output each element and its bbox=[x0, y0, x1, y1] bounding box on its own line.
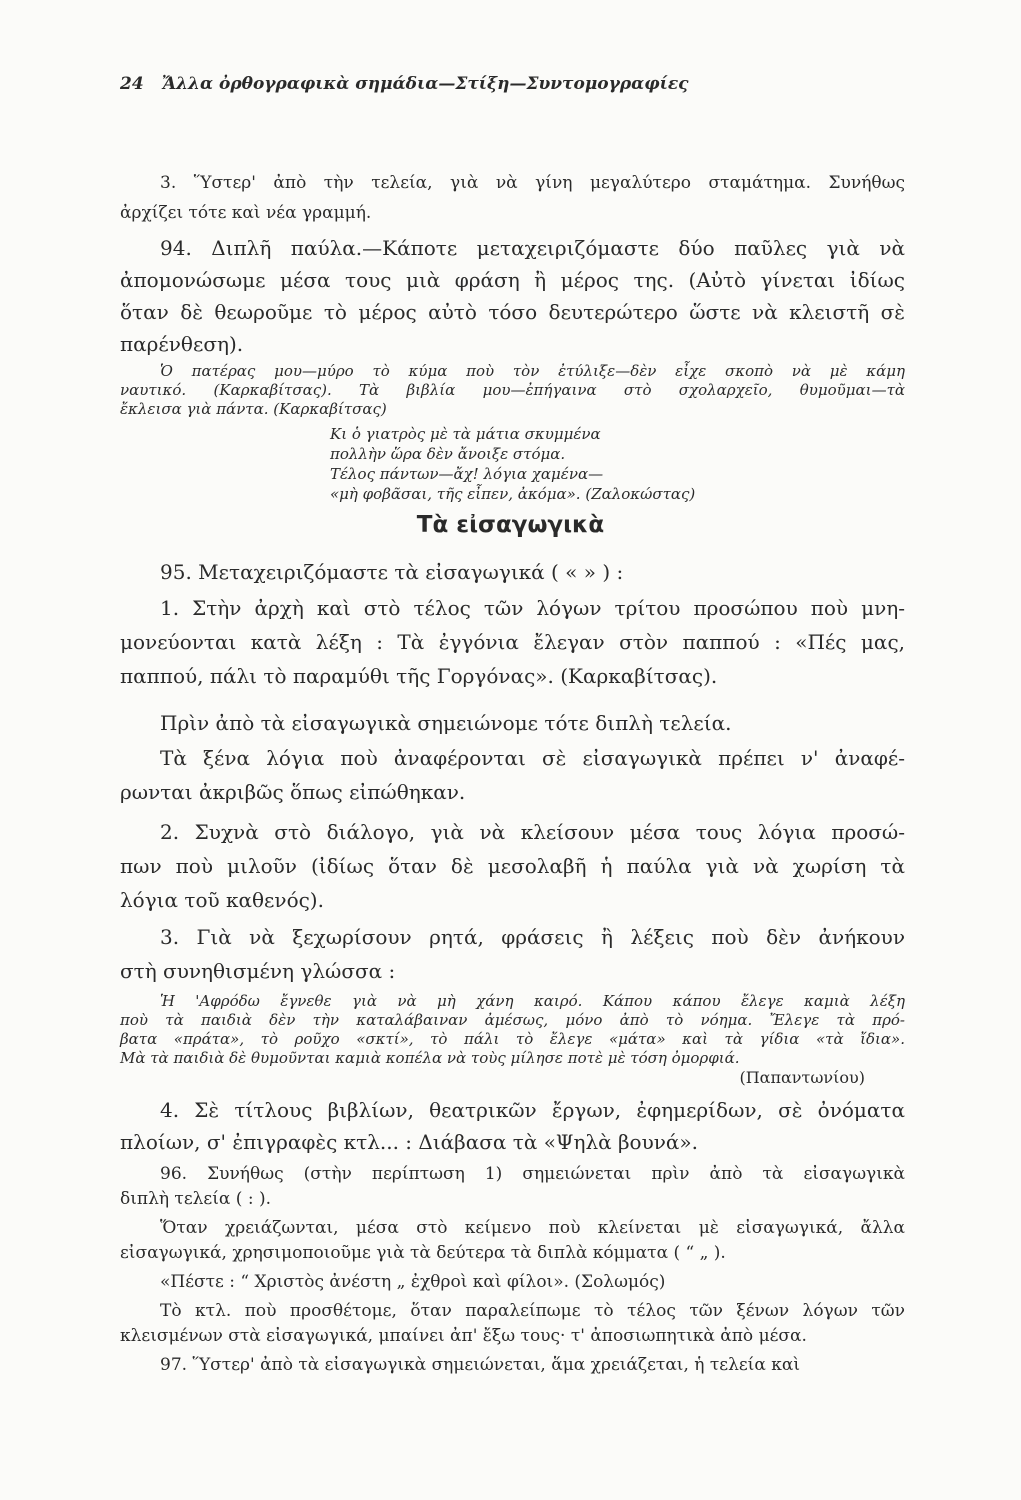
paragraph bbox=[120, 1270, 905, 1295]
text-line: παρένθεση). bbox=[120, 332, 244, 356]
text-line: 97. Ὕστερ' ἀπὸ τὰ εἰσαγωγικὰ σημειώνεται, ἅμα χρειάζεται, ἡ τελεία καὶ bbox=[160, 1355, 800, 1375]
paragraph bbox=[120, 1216, 905, 1266]
paragraph bbox=[120, 815, 905, 917]
text-line: βατα «πράτα», τὸ ροῦχο «σκτί», τὸ πάλι τὸ ἔλεγε «μάτα» καὶ τὰ γίδια «τὰ ἴδια». bbox=[120, 1030, 905, 1048]
text-line: Ἡ 'Αφρόδω ἔγνεθε γιὰ νὰ μὴ χάνη καιρό. Κάπου κάπου ἔλεγε καμιὰ λέξη bbox=[160, 992, 905, 1010]
text-line: 1. Στὴν ἀρχὴ καὶ στὸ τέλος τῶν λόγων τρίτου προσώπου ποὺ μνη- bbox=[160, 596, 905, 620]
text-line: Τὸ κτλ. ποὺ προσθέτομε, ὅταν παραλείπωμε τὸ τέλος τῶν ξένων λόγων τῶν bbox=[160, 1301, 905, 1321]
text-line: Μὰ τὰ παιδιὰ δὲ θυμοῦνται καμιὰ κοπέλα νὰ τοὺς μίλησε ποτὲ μὲ τόση ὀμορφιά. bbox=[120, 1049, 740, 1067]
paragraph bbox=[120, 1353, 905, 1378]
text-line: Τὰ ξένα λόγια ποὺ ἀναφέρονται σὲ εἰσαγωγικὰ πρέπει ν' ἀναφέ- bbox=[160, 746, 905, 770]
page-number: 24 bbox=[120, 74, 144, 94]
paragraph bbox=[120, 591, 905, 693]
text-line: διπλὴ τελεία ( : ). bbox=[120, 1189, 271, 1209]
text-line: παππού, πάλι τὸ παραμύθι τῆς Γοργόνας». (Καρκαβίτσας). bbox=[120, 664, 718, 688]
attribution: (Παπαντωνίου) bbox=[739, 1068, 865, 1087]
section-heading: Τὰ εἰσαγωγικὰ bbox=[416, 512, 605, 538]
text-line: 95. Μεταχειριζόμαστε τὰ εἰσαγωγικά ( « » ) : bbox=[160, 560, 624, 584]
poem-line: «μὴ φοβᾶσαι, τῆς εἶπεν, ἀκόμα». (Ζαλοκώστας) bbox=[330, 485, 696, 503]
text-line: ρωνται ἀκριβῶς ὅπως εἰπώθηκαν. bbox=[120, 780, 466, 804]
text-line: ἔκλεισα γιὰ πάντα. (Καρκαβίτσας) bbox=[120, 400, 387, 418]
text-line: 3. Γιὰ νὰ ξεχωρίσουν ρητά, φράσεις ἢ λέξεις ποὺ δὲν ἀνήκουν bbox=[160, 925, 905, 949]
poem-line: Τέλος πάντων—ἄχ! λόγια χαμένα— bbox=[330, 465, 604, 483]
text-line: 2. Συχνὰ στὸ διάλογο, γιὰ νὰ κλείσουν μέσα τους λόγια προσώ- bbox=[160, 820, 905, 844]
paragraph bbox=[120, 920, 905, 988]
text-line: Ὁ πατέρας μου—μύρο τὸ κύμα ποὺ τὸν ἐτύλιξε—δὲν εἶχε σκοπὸ νὰ μὲ κάμη bbox=[160, 362, 905, 380]
text-line: εἰσαγωγικά, χρησιμοποιοῦμε γιὰ τὰ δεύτερα τὰ διπλὰ κόμματα ( “ „ ). bbox=[120, 1243, 726, 1263]
text-line: πλοίων, σ' ἐπιγραφὲς κτλ... : Διάβασα τὰ «Ψηλὰ βουνά». bbox=[120, 1130, 699, 1154]
text-line: ἀπομονώσωμε μέσα τους μιὰ φράση ἢ μέρος της. (Αὐτὸ γίνεται ἰδίως bbox=[120, 268, 905, 292]
text-line: ναυτικό. (Καρκαβίτσας). Τὰ βιβλία μου—ἐπήγαινα στὸ σχολαρχεῖο, θυμοῦμαι—τὰ bbox=[120, 381, 905, 399]
text-line: 94. Διπλῆ παύλα.—Κάποτε μεταχειριζόμαστε δύο παῦλες γιὰ νὰ bbox=[160, 236, 905, 260]
text-line: «Πέστε : “ Χριστὸς ἀνέστη „ ἐχθροὶ καὶ φίλοι». (Σολωμός) bbox=[160, 1272, 666, 1292]
text-line: ἀρχίζει τότε καὶ νέα γραμμή. bbox=[120, 203, 372, 223]
text-line: Ὅταν χρειάζωνται, μέσα στὸ κείμενο ποὺ κλείνεται μὲ εἰσαγωγικά, ἄλλα bbox=[160, 1218, 905, 1238]
paragraph bbox=[120, 555, 905, 589]
text-line: 3. Ὕστερ' ἀπὸ τὴν τελεία, γιὰ νὰ γίνη μεγαλύτερο σταμάτημα. Συνήθως bbox=[160, 173, 905, 193]
paragraph bbox=[120, 1094, 905, 1158]
poem-line: πολλὴν ὥρα δὲν ἄνοιξε στόμα. bbox=[330, 445, 566, 463]
paragraph bbox=[120, 1299, 905, 1349]
text-line: Πρὶν ἀπὸ τὰ εἰσαγωγικὰ σημειώνομε τότε διπλὴ τελεία. bbox=[160, 711, 732, 735]
text-line: λόγια τοῦ καθενός). bbox=[120, 888, 324, 912]
paragraph bbox=[120, 168, 905, 228]
paragraph bbox=[120, 992, 905, 1088]
text-line: 96. Συνήθως (στὴν περίπτωση 1) σημειώνεται πρὶν ἀπὸ τὰ εἰσαγωγικὰ bbox=[160, 1164, 905, 1184]
paragraph bbox=[120, 232, 905, 360]
poem-quote bbox=[330, 424, 695, 504]
paragraph bbox=[120, 362, 905, 419]
text-line: μονεύονται κατὰ λέξη : Τὰ ἐγγόνια ἔλεγαν στὸν παππού : «Πές μας, bbox=[120, 630, 905, 654]
text-line: στὴ συνηθισμένη γλώσσα : bbox=[120, 959, 396, 983]
running-header bbox=[120, 74, 820, 98]
paragraph bbox=[120, 1162, 905, 1212]
paragraph bbox=[120, 741, 905, 809]
paragraph bbox=[120, 706, 905, 740]
text-line: πων ποὺ μιλοῦν (ἰδίως ὅταν δὲ μεσολαβῆ ἡ παύλα γιὰ νὰ χωρίση τὰ bbox=[120, 854, 905, 878]
running-title: Ἄλλα ὀρθογραφικὰ σημάδια—Στίξη—Συντομογραφίες bbox=[162, 74, 689, 94]
text-line: ποὺ τὰ παιδιὰ δὲν τὴν καταλάβαιναν ἀμέσως, μόνο ἀπὸ τὸ νόημα. Ἔλεγε τὰ πρό- bbox=[120, 1011, 905, 1029]
text-line: κλεισμένων στὰ εἰσαγωγικά, μπαίνει ἀπ' ἔξω τους· τ' ἀποσιωπητικὰ ἀπὸ μέσα. bbox=[120, 1326, 807, 1346]
text-line: ὅταν δὲ θεωροῦμε τὸ μέρος αὐτὸ τόσο δευτερώτερο ὥστε νὰ κλειστῆ σὲ bbox=[120, 300, 905, 324]
poem-line: Κι ὁ γιατρὸς μὲ τὰ μάτια σκυμμένα bbox=[330, 425, 601, 443]
text-line: 4. Σὲ τίτλους βιβλίων, θεατρικῶν ἔργων, ἐφημερίδων, σὲ ὀνόματα bbox=[160, 1098, 905, 1122]
